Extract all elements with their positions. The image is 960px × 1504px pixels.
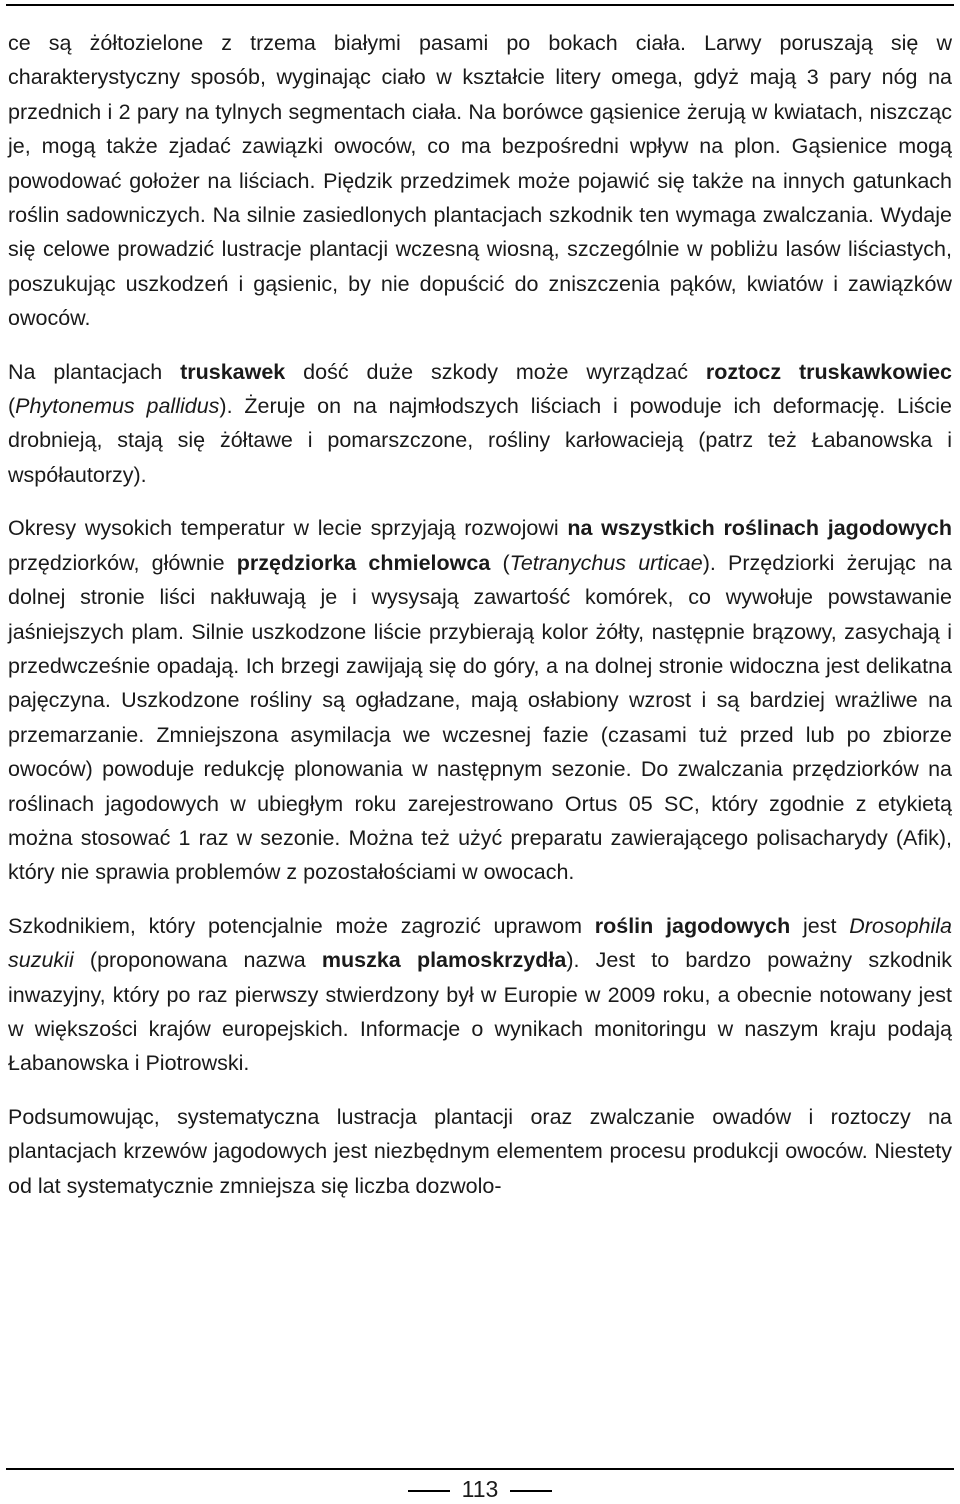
- paragraph-5: [8, 1100, 952, 1203]
- text-run: ). Przędziorki żerując na dolnej stronie liści nakłuwają je i wysysają zawartość komórek, co wywołuje powstawanie jaśniejszych plam. Silnie uszkodzone liście przybierają kolor żółty, następnie brązowy, zasychają i przedwcześnie opadają. Ich brzegi zawijają się do góry, a na dolnej stronie widoczna jest delikatna pajęczyna. Uszkodzone rośliny są ogładzane, mają osłabiony wzrost i są bardziej wrażliwe na przemarzanie. Zmniejszona asymilacja we wczesnej fazie (czasami tuż przed lub po zbiorze owoców) powoduje redukcję plonowania w następnym sezonie. Do zwalczania przędziorków na roślinach jagodowych w ubiegłym roku zarejestrowano Ortus 05 SC, który zgodnie z etykietą można stosować 1 raz w sezonie. Można też użyć preparatu zawierającego polisacharydy (Afik), który nie sprawia problemów z pozostałościami w owocach.: [8, 550, 952, 885]
- text-run: Na plantacjach: [8, 359, 181, 384]
- page-footer: [0, 1474, 960, 1504]
- bold-text: roztocz truskawkowiec: [705, 359, 952, 384]
- bold-text: na wszystkich roślinach jagodowych: [567, 516, 952, 541]
- bold-text: przędziorka chmielowca: [236, 550, 491, 575]
- italic-text: Tetranychus urticae: [509, 550, 703, 575]
- text-run: (: [490, 550, 510, 575]
- bottom-rule: [6, 1468, 954, 1470]
- paragraph-4: [8, 909, 952, 1081]
- bold-text: truskawek: [180, 359, 286, 384]
- text-run: ). Jest to bardzo poważny szkodnik inwazyjny, który po raz pierwszy stwierdzony był w Europie w 2009 roku, a obecnie notowany jest w większości krajów europejskich. Informacje o wynikach monitoringu w naszym kraju podają Łabanowska i Piotrowski.: [8, 948, 953, 1076]
- italic-text: Phytonemus pallidus: [15, 394, 220, 419]
- text-run: ). Żeruje on na najmłodszych liściach i powoduje ich deformację. Liście drobnieją, stają się żółtawe i pomarszczone, rośliny karłowacieją (patrz też Łabanowska i współautorzy).: [8, 394, 952, 487]
- page-body: [8, 26, 952, 1203]
- paragraph-2: [8, 355, 952, 493]
- italic-text: Drosophila suzukii: [8, 913, 952, 973]
- text-run: (: [8, 394, 16, 419]
- bold-text: muszka plamoskrzydła: [321, 948, 567, 973]
- text-run: Szkodnikiem, który potencjalnie może zagrozić uprawom: [8, 913, 595, 938]
- top-rule: [6, 4, 954, 6]
- text-run: Podsumowując, systematyczna lustracja plantacji oraz zwalczanie owadów i roztoczy na plantacjach krzewów jagodowych jest niezbędnym elementem procesu produkcji owoców. Niestety od lat systematycznie zmniejsza się liczba dozwolo-: [8, 1104, 952, 1198]
- bold-text: roślin jagodowych: [594, 913, 791, 938]
- left-dash: [408, 1490, 450, 1492]
- text-run: jest: [790, 913, 850, 938]
- text-run: Okresy wysokich temperatur w lecie sprzyjają rozwojowi: [8, 516, 568, 541]
- text-run: ce są żółtozielone z trzema białymi pasami po bokach ciała. Larwy poruszają się w charakterystyczny sposób, wyginając ciało w kształcie litery omega, gdyż mają 3 pary nóg na przednich i 2 pary na tylnych segmentach ciała. Na borówce gąsienice żerują w kwiatach, niszcząc je, mogą także zjadać zawiązki owoców, co ma bezpośredni wpływ na plon. Gąsienice mogą powodować gołożer na liściach. Piędzik przedzimek może pojawić się także na innych gatunkach roślin sadowniczych. Na silnie zasiedlonych plantacjach szkodnik ten wymaga zwalczania. Wydaje się celowe prowadzić lustracje plantacji wczesną wiosną, szczególnie w pobliżu lasów liściastych, poszukując uszkodzeń i gąsienic, by nie dopuścić do zniszczenia pąków, kwiatów i zawiązków owoców.: [8, 31, 952, 331]
- page-number: 113: [461, 1476, 499, 1502]
- right-dash: [510, 1490, 552, 1492]
- text-run: dość duże szkody może wyrządzać: [285, 359, 706, 384]
- paragraph-1: [8, 26, 952, 336]
- text-run: przędziorków, głównie: [8, 550, 237, 575]
- text-run: (proponowana nazwa: [73, 948, 322, 973]
- paragraph-3: [8, 511, 952, 889]
